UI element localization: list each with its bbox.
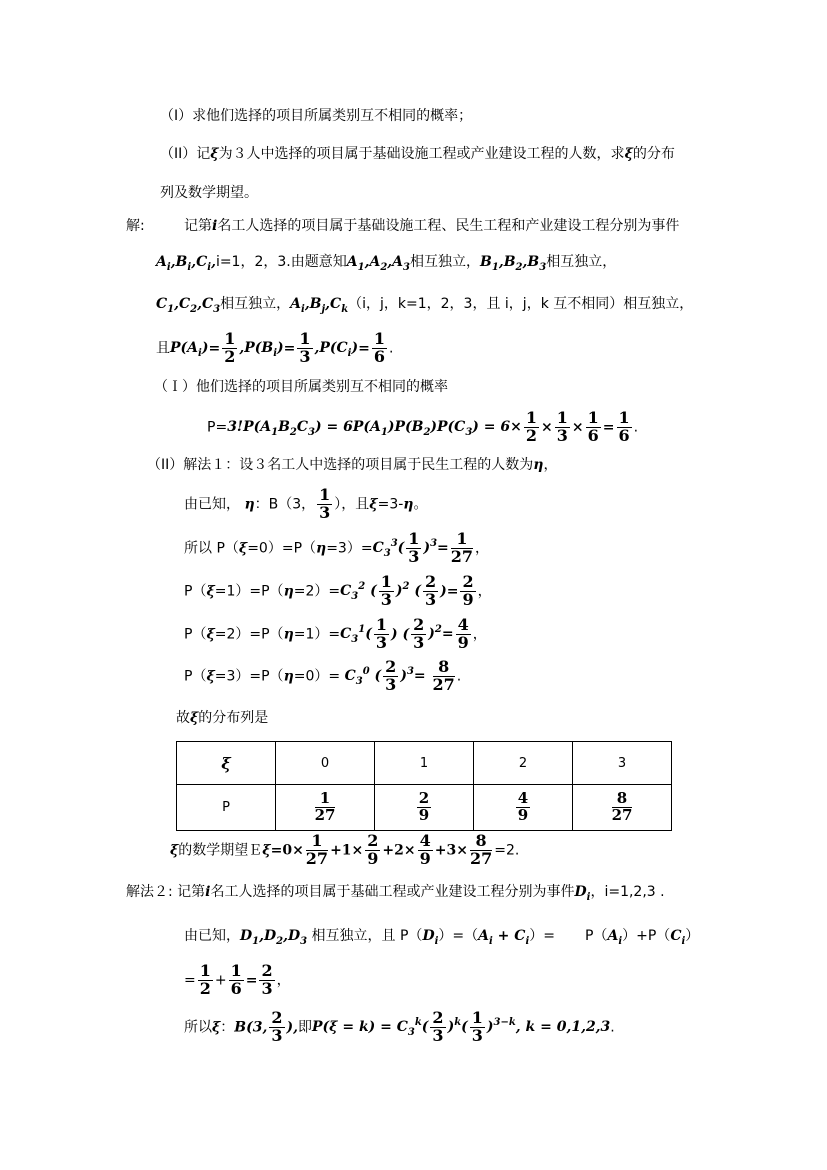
table-row xyxy=(177,785,672,831)
table-cell: 3 xyxy=(573,742,672,785)
question-part-2: （II）记ξ为３人中选择的项目属于基础设施工程或产业建设工程的人数，求ξ的分布 xyxy=(160,146,675,162)
dist-intro: 故ξ的分布列是 xyxy=(176,710,269,726)
table-cell: 1 xyxy=(375,742,474,785)
table-cell: $\frac{2}{9}$ xyxy=(375,785,474,831)
known-binomial: 由已知， η：B（3， $\frac{1}{3}$ ），且ξ=3-η。 xyxy=(184,485,428,522)
part2-title: （II）解法１：设３名工人中选择的项目属于民生工程的人数为η， xyxy=(147,457,558,473)
prob-xi-2: $P(\xi=2)=P(\eta=1)=C_3^1$( $\frac{1}{3}$ ) ( $\frac{2}{3}$ )$^2$= $\frac{4}{9}$ ， xyxy=(184,615,487,652)
part1-title: （Ｉ）他们选择的项目所属类别互不相同的概率 xyxy=(154,379,448,395)
table-cell: 2 xyxy=(474,742,573,785)
table-cell: $\frac{4}{9}$ xyxy=(474,785,573,831)
method2-line-4: 所以ξ：B(3, $\frac{2}{3}$ ),即$P(\xi = k) = C_3^k$( $\frac{2}{3}$ )$^k$( $\frac{1}{3}$ )$^{3-k}$, k = 0,1,2,3. xyxy=(184,1008,615,1045)
table-cell: ξ xyxy=(177,742,276,785)
prob-xi-1: $P(\xi=1)=P(\eta=2)=C_3^2$ ( $\frac{1}{3}$ )$^2$ ( $\frac{2}{3}$ )= $\frac{2}{9}$ ， xyxy=(184,572,492,609)
part1-equation: $P=3!P(A_1B_2C_3) = 6P(A_1)P(B_2)P(C_3) = 6\times$ $\frac{1}{2}$ × $\frac{1}{3}$ × $\frac{1}{6}$ = $\frac{1}{6}$ . xyxy=(207,408,639,445)
method2-line-3: = $\frac{1}{2}$ + $\frac{1}{6}$ = $\frac{2}{3}$ ， xyxy=(184,961,291,998)
table-cell: 0 xyxy=(276,742,375,785)
method2-line-1: 解法２: 记第i名工人选择的项目属于基础工程或产业建设工程分别为事件$D_i$，i=1,2,3 . xyxy=(126,884,665,903)
method2-line-2: 由已知，$D_1,D_2,D_3$ 相互独立，且 $P(D_i)=(A_i + C_i)= P(A_i)+P(C_i)$ xyxy=(184,928,700,947)
expectation: ξ的数学期望Ｅξ=0× $\frac{1}{27}$ +1× $\frac{2}{9}$ +2× $\frac{4}{9}$ +3× $\frac{8}{27}$ =2. xyxy=(170,831,520,868)
question-part-2-cont: 列及数学期望。 xyxy=(160,185,258,201)
table-cell: $\frac{1}{27}$ xyxy=(276,785,375,831)
solution-line-4: 且$P(A_i)=$ $\frac{1}{2}$ $,P(B_i)=$ $\frac{1}{3}$ $,P(C_i)=$ $\frac{1}{6}$ . xyxy=(156,329,394,366)
table-row xyxy=(177,742,672,785)
distribution-table xyxy=(176,741,672,831)
solution-label: 解: xyxy=(126,218,145,234)
solution-line-1: 记第i名工人选择的项目属于基础设施工程、民生工程和产业建设工程分别为事件 xyxy=(184,218,680,234)
table-cell: $\frac{8}{27}$ xyxy=(573,785,672,831)
solution-line-3: $C_1,C_2,C_3$相互独立，$A_i,B_j,C_k(i$，j，k=1，2，3，且 i，j，k 互不相同）相互独立， xyxy=(156,296,694,315)
solution-line-2: $A_i,B_i,C_i,i=1$，2，3.由题意知$A_1,A_2,A_3$相互独立，$B_1,B_2,B_3$相互独立， xyxy=(156,254,617,273)
prob-xi-3: $P(\xi=3)=P(\eta=0)= C_3^0$ ( $\frac{2}{3}$ )$^3$= $\frac{8}{27}$ . xyxy=(184,657,462,694)
question-part-1: （I）求他们选择的项目所属类别互不相同的概率； xyxy=(160,108,473,124)
prob-xi-0: 所以 $P(\xi=0)=P(\eta=3)=C_3^3$( $\frac{1}{3}$ )$^3$= $\frac{1}{27}$ ， xyxy=(184,529,490,566)
table-cell: P xyxy=(177,785,276,831)
